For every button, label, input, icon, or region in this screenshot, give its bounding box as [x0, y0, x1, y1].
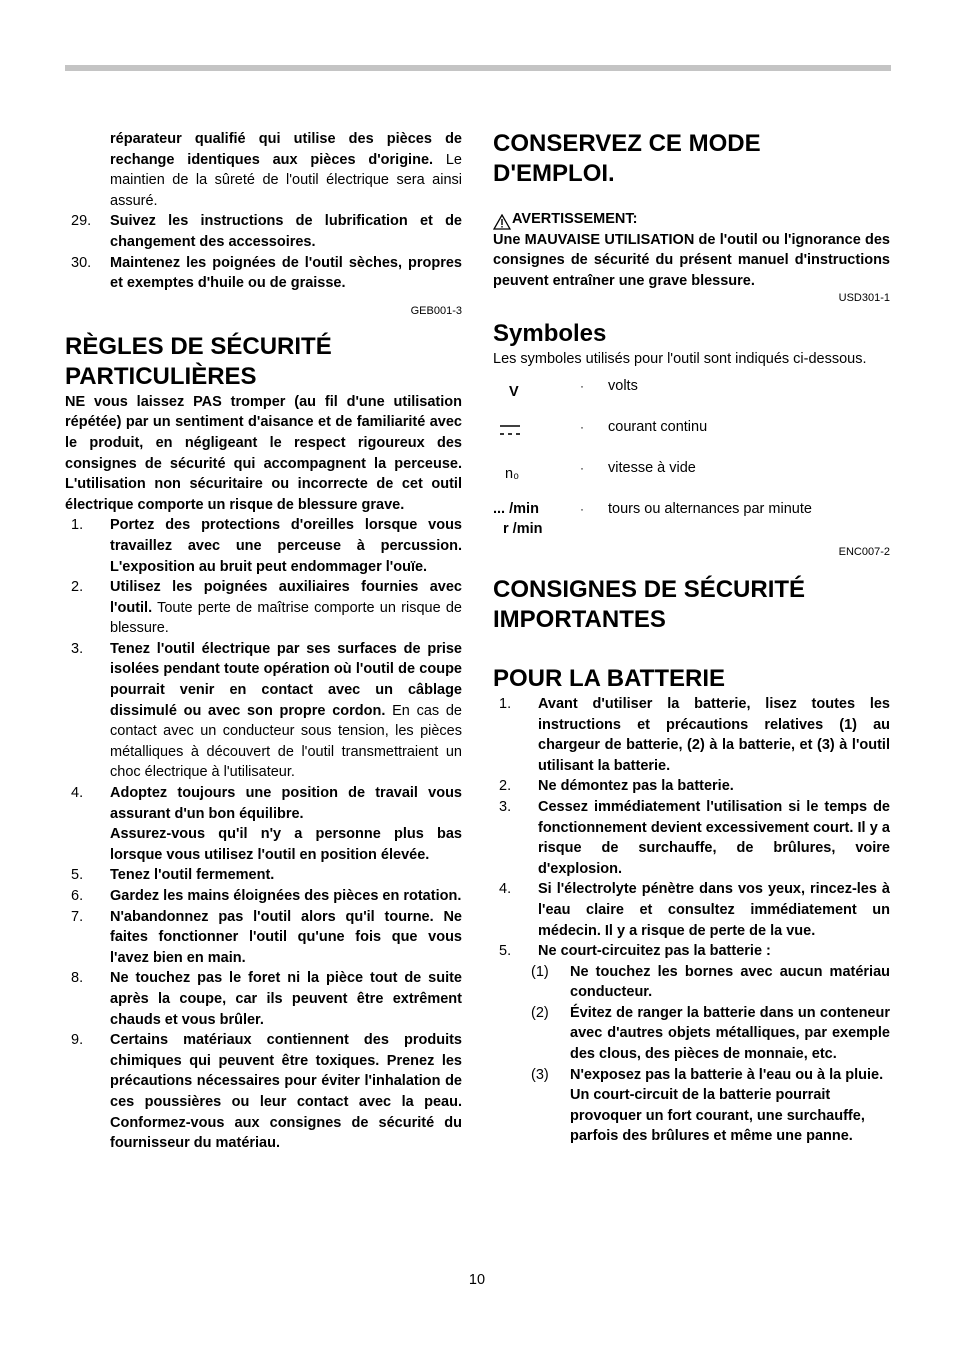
symbol-row — [493, 417, 890, 458]
item-text: Si l'électrolyte pénètre dans vos yeux, rincez-les à l'eau claire et consultez immédiatement un médecin. Il y a risque de perte de la vue. — [538, 881, 890, 939]
list-item — [65, 253, 462, 294]
sub-item-number: (1) — [531, 963, 549, 980]
reference-code: USD301-1 — [838, 292, 890, 305]
intro-paragraph: NE vous laissez PAS tromper (au fil d'une utilisation répétée) par un sentiment d'aisance et de familiarité avec le produit, en négligeant le respect rigoureux des consignes de sécurité qui accompagnent la perceuse. L'utilisation non sécuritaire ou incorrecte de cet outil électrique comporte un risque de blessure grave. — [65, 393, 462, 513]
sub-list-item — [493, 962, 890, 1003]
item-number: 29. — [71, 213, 92, 230]
item-text: Ne démontez pas la batterie. — [538, 778, 734, 795]
list-item — [65, 577, 462, 639]
continued-text: Le maintien de la sûreté de l'outil électrique sera ainsi assuré. — [110, 151, 462, 209]
list-item — [65, 865, 462, 886]
section-heading — [65, 332, 462, 392]
list-item — [493, 941, 890, 962]
symbol-dot: · — [580, 419, 584, 434]
item-text: Ne court-circuitez pas la batterie : — [538, 943, 771, 960]
symbol-desc: courant continu — [608, 418, 708, 435]
warning-text: Une MAUVAISE UTILISATION de l'outil ou l'ignorance des consignes de sécurité du présent manuel d'instructions peuvent entraîner une grave blessure. — [493, 231, 890, 289]
item-bold: Portez des protections d'oreilles lorsque vous travaillez avec une perceuse à percussion. L'exposition au bruit peut endommager l'ouïe. — [110, 517, 462, 575]
item-number: 30. — [71, 254, 92, 271]
list-item — [493, 797, 890, 879]
sub-item-text: Évitez de ranger la batterie dans un conteneur avec d'autres objets métalliques, par exemple des clous, des pièces de monnaie, etc. — [570, 1004, 890, 1063]
item-text: En cas de contact avec un conducteur sous tension, les pièces métalliques à découvert de l'outil transmettraient un choc électrique à l'utilisateur. — [110, 702, 462, 781]
symbol-row — [493, 458, 890, 499]
list-item — [65, 783, 462, 865]
item-text: Cessez immédiatement l'utilisation si le temps de fonctionnement devient excessivement court. Il y a risque de surchauffe, de brûlures, voire d'explosion. — [538, 798, 890, 877]
item-number: 5. — [499, 943, 512, 960]
item-number: 3. — [71, 640, 84, 657]
continued-bold: réparateur qualifié qui utilise des pièces de rechange identiques aux pièces d'origine. — [110, 131, 462, 168]
symbols-intro: Les symboles utilisés pour l'outil sont indiqués ci-dessous. — [493, 351, 867, 368]
heading-line: PARTICULIÈRES — [65, 362, 257, 390]
sub-list-item — [493, 1065, 890, 1147]
list-item — [65, 211, 462, 252]
item-text: Maintenez les poignées de l'outil sèches, propres et exemptes d'huile ou de graisse. — [110, 254, 462, 292]
item-number: 4. — [71, 785, 84, 802]
item-bold: Utilisez les poignées auxiliaires fournies avec l'outil. — [110, 579, 462, 616]
item-number: 2. — [71, 579, 84, 596]
item-number: 1. — [71, 517, 84, 534]
header-rule — [65, 65, 891, 71]
section-heading: POUR LA BATTERIE — [493, 664, 725, 692]
symbol-row — [493, 376, 890, 417]
heading-line: IMPORTANTES — [493, 605, 666, 633]
item-text: Suivez les instructions de lubrification et de changement des accessoires. — [110, 213, 462, 250]
reference-code: ENC007-2 — [838, 545, 890, 558]
warning-label-text: AVERTISSEMENT: — [512, 211, 638, 227]
page-number: 10 — [468, 1272, 486, 1288]
right-column — [493, 129, 890, 1147]
heading-line: CONSERVEZ CE MODE — [493, 130, 761, 157]
dc-current-icon — [493, 417, 580, 444]
item-number: 9. — [71, 1032, 84, 1049]
symbol-dot: · — [580, 460, 584, 475]
left-column — [65, 129, 462, 1154]
symbol-desc: volts — [608, 377, 638, 394]
item-bold: Certains matériaux contiennent des produits chimiques qui peuvent être toxiques. Prenez les précautions nécessaires pour éviter l'inhalation de ces poussières ou leur contact avec la peau. Conformez-vous aux consignes de sécurité du fournisseur du matériau. — [110, 1032, 462, 1152]
list-item — [65, 515, 462, 577]
item-bold: Tenez l'outil électrique par ses surfaces de prise isolées pendant toute opération où l'outil de coupe pourrait venir en contact avec un câblage dissimulé ou avec son propre cordon. — [110, 640, 462, 719]
symbol-line: ... /min — [493, 500, 539, 517]
item-extra: Assurez-vous qu'il n'y a personne plus bas lorsque vous utilisez l'outil en position élevée. — [110, 826, 462, 863]
item-text: Toute perte de maîtrise comporte un risque de blessure. — [110, 599, 462, 637]
item-bold: Ne touchez pas le foret ni la pièce tout de suite après la coupe, car ils peuvent être extrêment chauds et vous brûler. — [110, 970, 462, 1028]
reference-code: GEB001-3 — [410, 304, 462, 317]
symbol-per-minute — [493, 499, 580, 539]
item-bold: Adoptez toujours une position de travail vous assurant d'un bon équilibre. — [110, 785, 462, 822]
heading-line: D'EMPLOI. — [493, 160, 615, 187]
item-number: 4. — [499, 881, 512, 898]
symbol-desc: vitesse à vide — [608, 459, 696, 476]
item-number: 6. — [71, 888, 84, 904]
symbol-dot: · — [580, 501, 584, 516]
list-item — [65, 968, 462, 1030]
section-heading — [493, 129, 890, 189]
list-item — [493, 776, 890, 797]
item-bold: Tenez l'outil fermement. — [110, 867, 275, 884]
symbol-desc: tours ou alternances par minute — [608, 500, 812, 517]
item-number: 2. — [499, 778, 512, 795]
continued-paragraph — [65, 129, 462, 211]
item-bold: Gardez les mains éloignées des pièces en rotation. — [110, 888, 462, 904]
list-item — [65, 886, 462, 907]
item-number: 1. — [499, 695, 512, 712]
sub-list-item — [493, 1003, 890, 1065]
sub-item-text: N'exposez pas la batterie à l'eau ou à la pluie. — [570, 1066, 884, 1083]
list-item — [493, 879, 890, 941]
symbol-row — [493, 499, 890, 543]
list-item — [493, 694, 890, 776]
symbols-heading: Symboles — [493, 320, 607, 348]
symbol-line: r /min — [503, 520, 543, 537]
sub-item-extra: Un court-circuit de la batterie pourrait provoquer un fort courant, une surchauffe, parfois des brûlures et même une panne. — [570, 1087, 865, 1145]
symbol-dot: · — [580, 378, 584, 393]
sub-item-number: (3) — [531, 1066, 549, 1083]
symbols-table — [493, 376, 890, 543]
item-number: 8. — [71, 970, 84, 987]
heading-line: CONSIGNES DE SÉCURITÉ — [493, 575, 806, 603]
item-number: 5. — [71, 867, 84, 884]
item-text: Avant d'utiliser la batterie, lisez toutes les instructions et précautions relatives (1) au chargeur de batterie, (2) à la batterie, et (3) à l'outil utilisant la batterie. — [538, 695, 890, 774]
warning-label — [493, 209, 890, 230]
heading-line: RÈGLES DE SÉCURITÉ — [65, 332, 332, 360]
item-number: 7. — [71, 908, 84, 925]
list-item — [65, 1030, 462, 1154]
warning-triangle-icon — [493, 214, 511, 230]
item-bold: N'abandonnez pas l'outil alors qu'il tourne. Ne faites fonctionner l'outil qu'une fois que vous l'avez bien en main. — [110, 908, 462, 966]
list-item — [65, 639, 462, 783]
item-number: 3. — [499, 798, 512, 815]
symbol-volts: V — [509, 383, 519, 400]
list-item — [65, 907, 462, 969]
sub-item-number: (2) — [531, 1004, 549, 1021]
section-heading — [493, 575, 890, 635]
symbol-no-load: n₀ — [505, 465, 520, 482]
sub-item-text: Ne touchez les bornes avec aucun matériau conducteur. — [570, 963, 890, 1001]
